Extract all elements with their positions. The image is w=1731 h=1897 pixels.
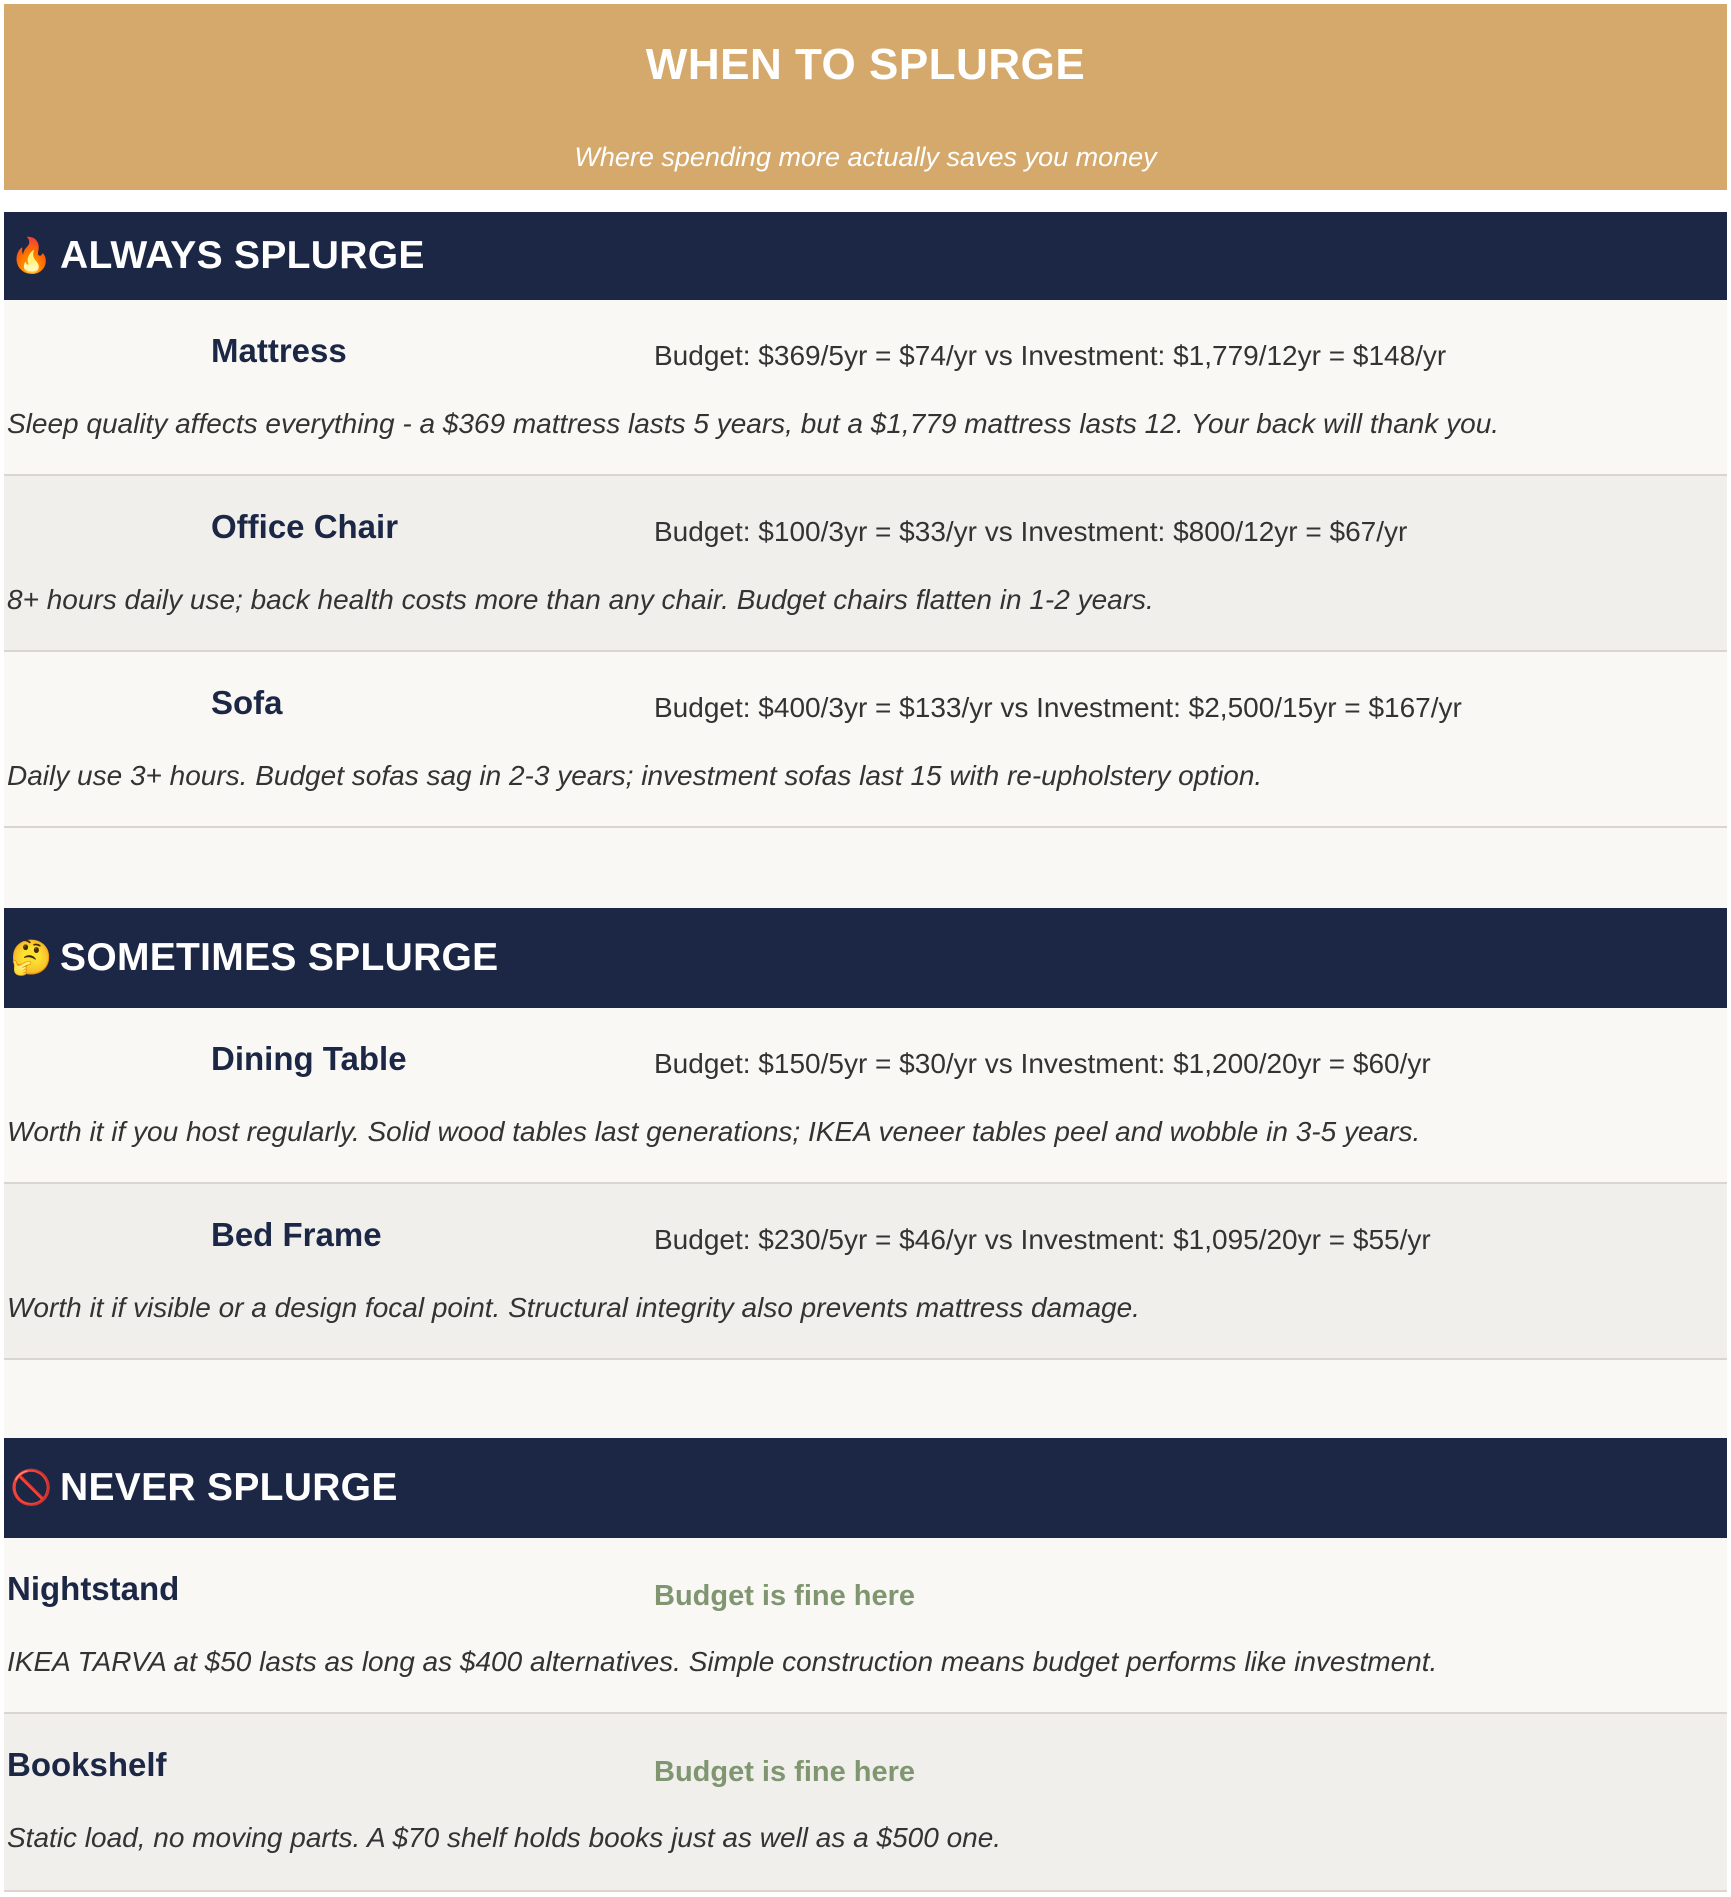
page-subtitle: Where spending more actually saves you money: [574, 142, 1157, 172]
fire-icon: 🔥: [10, 237, 53, 275]
item-bed-frame: [4, 1184, 1727, 1360]
item-mattress: [4, 300, 1727, 476]
section-title: ALWAYS SPLURGE: [60, 234, 425, 277]
cost-comparison: Budget: $100/3yr = $33/yr vs Investment: $800/12yr = $67/yr: [654, 516, 1408, 547]
section-header-sometimes: [4, 908, 1727, 1008]
section-title: NEVER SPLURGE: [60, 1466, 398, 1509]
item-description: IKEA TARVA at $50 lasts as long as $400 alternatives. Simple construction means budget performs like investment.: [7, 1646, 1438, 1677]
section-title: SOMETIMES SPLURGE: [60, 936, 499, 979]
prohibited-icon: 🚫: [10, 1469, 53, 1507]
item-description: Sleep quality affects everything - a $369 mattress lasts 5 years, but a $1,779 mattress lasts 12. Your back will thank you.: [7, 408, 1500, 439]
item-sofa: [4, 652, 1727, 828]
item-name: Sofa: [211, 684, 283, 721]
item-name: Office Chair: [211, 508, 399, 545]
section-spacer: [4, 1360, 1727, 1438]
section-spacer: [4, 828, 1727, 908]
item-description: Daily use 3+ hours. Budget sofas sag in 2-3 years; investment sofas last 15 with re-upholstery option.: [7, 760, 1263, 791]
item-description: 8+ hours daily use; back health costs more than any chair. Budget chairs flatten in 1-2 years.: [7, 584, 1154, 615]
cost-comparison: Budget: $230/5yr = $46/yr vs Investment: $1,095/20yr = $55/yr: [654, 1224, 1431, 1255]
cost-comparison: Budget: $400/3yr = $133/yr vs Investment: $2,500/15yr = $167/yr: [654, 692, 1462, 723]
item-bookshelf: [4, 1714, 1727, 1892]
item-name: Mattress: [211, 332, 347, 369]
item-description: Static load, no moving parts. A $70 shelf holds books just as well as a $500 one.: [7, 1822, 1002, 1853]
thinking-face-icon: 🤔: [10, 939, 53, 977]
item-dining-table: [4, 1008, 1727, 1184]
item-nightstand: [4, 1538, 1727, 1714]
page-title: WHEN TO SPLURGE: [645, 40, 1086, 89]
item-name: Nightstand: [7, 1570, 180, 1607]
budget-verdict: Budget is fine here: [654, 1756, 916, 1788]
item-description: Worth it if visible or a design focal point. Structural integrity also prevents mattress damage.: [7, 1292, 1140, 1323]
item-office-chair: [4, 476, 1727, 652]
item-name: Dining Table: [211, 1040, 407, 1077]
cost-comparison: Budget: $150/5yr = $30/yr vs Investment: $1,200/20yr = $60/yr: [654, 1048, 1431, 1079]
cost-comparison: Budget: $369/5yr = $74/yr vs Investment: $1,779/12yr = $148/yr: [654, 340, 1447, 371]
section-header-never: [4, 1438, 1727, 1538]
item-name: Bookshelf: [7, 1746, 167, 1783]
item-name: Bed Frame: [211, 1216, 382, 1253]
budget-verdict: Budget is fine here: [654, 1580, 916, 1612]
header-banner: [4, 4, 1727, 190]
section-header-always: [4, 212, 1727, 300]
item-description: Worth it if you host regularly. Solid wood tables last generations; IKEA veneer tables peel and wobble in 3-5 years.: [7, 1116, 1421, 1147]
